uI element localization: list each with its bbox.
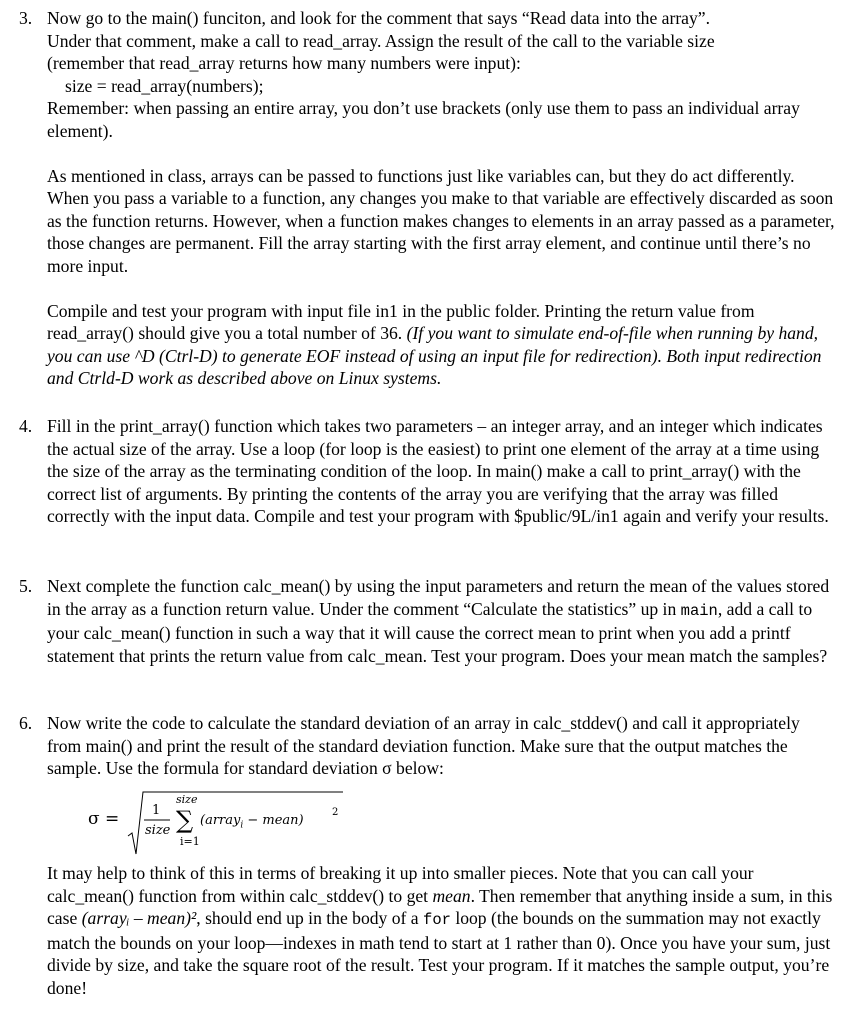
fraction-numerator: 1 — [152, 803, 161, 818]
paragraph — [47, 575, 837, 667]
item-number: 5. — [19, 576, 33, 596]
item-body — [47, 7, 837, 390]
paragraph-text: , add a call to your calc_mean() function in such a way that it will cause the correct mean to print when you add a printf statement that prints the return value from calc_mean. Test your program. Does your mean match the samples? — [47, 598, 828, 666]
code-main: main — [680, 601, 718, 620]
italic-expression: (arrayᵢ – mean)² — [81, 908, 197, 929]
item-body — [47, 575, 837, 667]
item-body — [47, 712, 837, 780]
code-line: size = read_array(numbers); — [65, 75, 264, 96]
paragraph: Fill in the print_array() function which takes two parameters – an integer array, and an integer which indicates the actual size of the array. Use a loop (for loop is the easiest) to print one element of the array at a time using the size of the array as the terminating condition of the loop. In main() make a call to print_array() with the correct list of arguments. By printing the contents of the array you are verifying that the array was filled correctly with the input data. Compile and test your program with $public/9L/in1 again and verify your results. — [47, 416, 829, 527]
paragraph-text: . Then remember that anything inside a sum, in this case — [47, 885, 833, 929]
item-number: 6. — [19, 713, 33, 733]
formula-exponent: 2 — [332, 807, 339, 818]
paragraph: Now write the code to calculate the standard deviation of an array in calc_stddev() and call it appropriately from main() and print the result of the standard deviation function. Make sure that the output matches the sample. Use the formula for standard deviation σ below: — [47, 713, 800, 779]
item-number: 3. — [19, 8, 33, 28]
italic-note: (If you want to simulate end-of-file when running by hand, you can use ^D (Ctrl-D) to generate EOF instead of using an input file for redirection). Both input redirection and Ctrld-D work as described above on Linux systems. — [47, 323, 822, 389]
paragraph-text: , should end up in the body of a — [196, 908, 419, 929]
sum-upper-bound: size — [176, 793, 198, 806]
paragraph-text: loop (the bounds on the summation may not exactly match the bounds on your loop—indexes in math tend to start at 1 rather than 0). Once you have your sum, just divide by size, and take the square root of the result. Test your program. If it matches the sample output, you’re done! — [47, 908, 831, 998]
text-line: Under that comment, make a call to read_array. Assign the result of the call to the variable size — [47, 30, 715, 51]
fraction-denominator: size — [145, 823, 171, 838]
term-subscript: i — [240, 820, 244, 831]
formula-term — [200, 814, 304, 833]
item-body — [47, 415, 837, 528]
formula-lhs: σ = — [88, 809, 120, 829]
paragraph — [47, 300, 837, 390]
item-body — [47, 862, 837, 1000]
stddev-formula — [88, 788, 408, 858]
sum-lower-bound: i=1 — [180, 835, 200, 848]
sigma-sum-icon: ∑ — [176, 806, 194, 834]
paragraph-text: Compile and test your program with input file in1 in the public folder. Printing the return value from read_array() should give you a total number of 36. — [47, 300, 755, 344]
paragraph-text: Next complete the function calc_mean() by using the input parameters and return the mean of the values stored in the array as a function return value. Under the comment “Calculate the statistics” up in — [47, 576, 830, 619]
italic-mean: mean — [432, 885, 471, 906]
text-line: (remember that read_array returns how many numbers were input): — [47, 53, 521, 74]
paragraph — [47, 862, 837, 1000]
term-array: (array — [200, 813, 241, 828]
paragraph: As mentioned in class, arrays can be passed to functions just like variables can, but they do act differently. When you pass a variable to a function, any changes you make to that variable are effectively discarded as soon as the function returns. However, when a function makes changes to elements in an array passed as a parameter, those changes are permanent. Fill the array starting with the first array element, and continue until there’s no more input. — [47, 165, 835, 276]
text-line: Now go to the main() funciton, and look for the comment that says “Read data into the array”. — [47, 8, 710, 28]
paragraph-text: It may help to think of this in terms of breaking it up into smaller pieces. Note that you can call your calc_mean() function from within calc_stddev() to get — [47, 863, 754, 906]
code-for: for — [423, 911, 451, 930]
remember-note: Remember: when passing an entire array, you don’t use brackets (only use them to pass an individual array element). — [47, 98, 800, 141]
term-rest: − mean) — [243, 813, 304, 828]
item-number: 4. — [19, 416, 33, 436]
